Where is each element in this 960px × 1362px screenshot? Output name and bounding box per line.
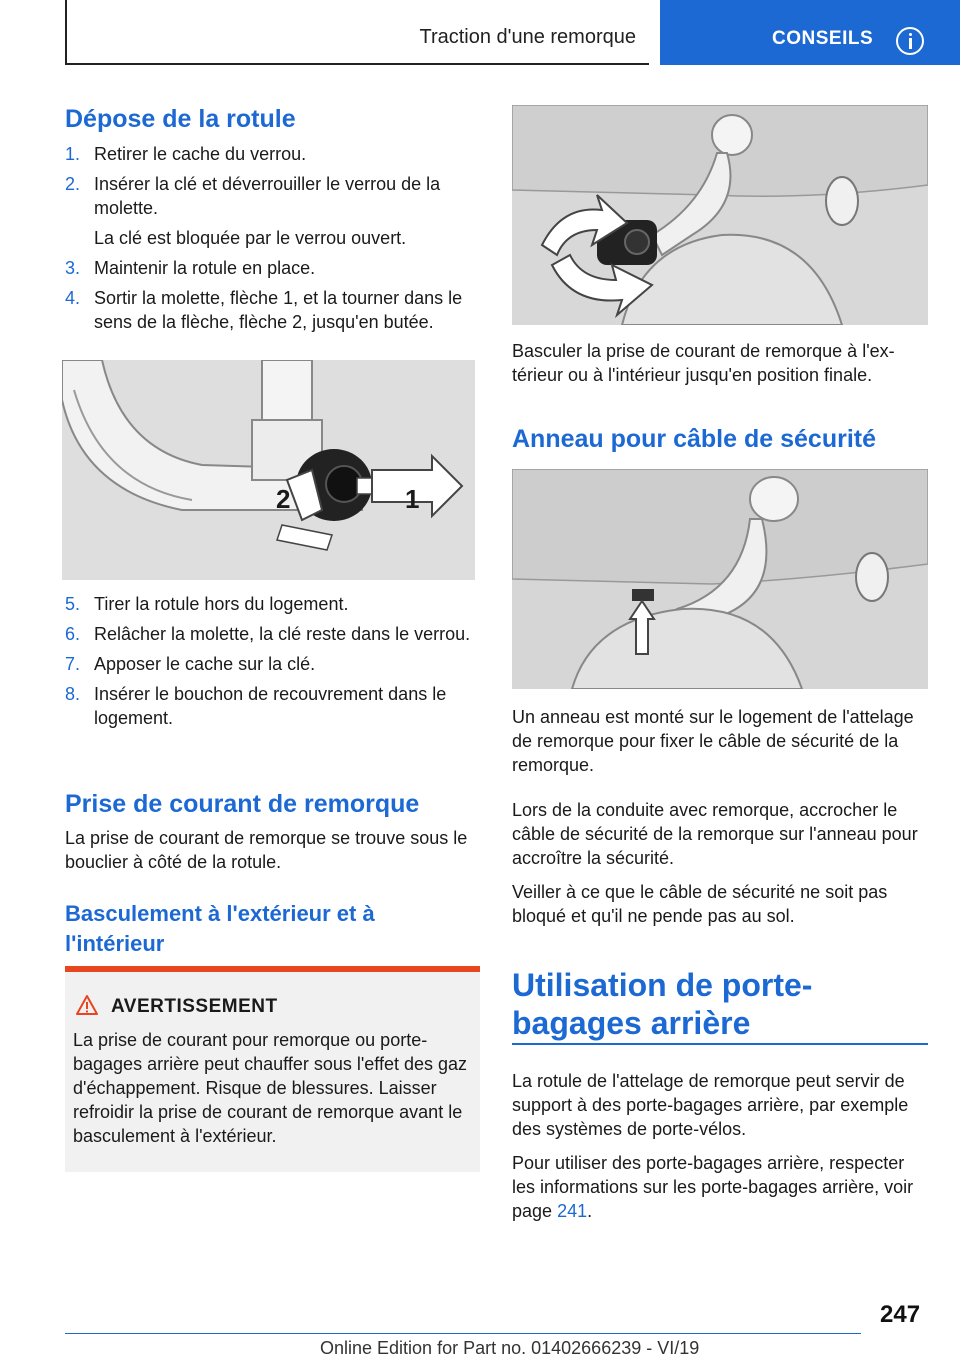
steps-list-b [65,592,480,730]
step-text: Maintenir la rotule en place. [94,258,316,278]
step-number: 1. [65,144,81,164]
steps-list-a [65,142,480,334]
paragraph-util-2-suffix: . [587,1201,593,1221]
page-link-241[interactable]: 241 [557,1201,588,1221]
warning-box [65,966,480,1172]
warning-title: AVERTISSEMENT [111,996,278,1017]
step-text: Insérer la clé et déverrouiller le verrou de la molette. [94,174,441,218]
heading-utilisation-porte-bagages: Utilisation de porte-bagages arrière [512,967,813,1041]
step-number: 4. [65,288,81,308]
paragraph-anneau-3: Veiller à ce que le câble de sécurité ne soit pas bloqué et qu'il ne pende pas au sol. [512,882,888,926]
step-number: 3. [65,258,81,278]
step-number: 2. [65,174,81,194]
step-number: 5. [65,594,81,614]
header-border-left [65,0,67,64]
header-border-bottom [65,63,649,65]
list-item [65,592,480,616]
list-item [65,172,480,250]
heading-depose-rotule: Dépose de la rotule [65,105,296,133]
paragraph-util-2-text: Pour utiliser des porte-bagages arrière, respecter les informations sur les porte-bagages arrière, voir page [512,1153,914,1221]
step-text: Tirer la rotule hors du logement. [94,594,349,614]
caption-socket-swivel: Basculer la prise de courant de remorque à l'extérieur ou à l'intérieur jusqu'en position finale. [512,341,895,385]
heading-prise-courant: Prise de courant de remorque [65,790,420,818]
list-item [65,682,480,730]
step-text: Insérer le bouchon de recouvrement dans le logement. [94,684,447,728]
towball-knob-illustration [62,360,475,580]
figure-safety-ring [512,469,928,689]
header-section-title: Traction d'une remorque [419,26,636,48]
step-number: 8. [65,684,81,704]
page-number: 247 [880,1301,921,1328]
step-number: 7. [65,654,81,674]
header-tab-conseils[interactable] [660,0,960,65]
heading-basculement: Basculement à l'extérieur et à l'intérieur [65,901,375,956]
warning-text: La prise de courant pour remorque ou porte-bagages arrière peut chauffer sous l'effet des gaz d'échappement. Risque de blessures. Laisser refroidir la prise de courant de remorque avant le basculement à l'extérieur. [73,1030,468,1146]
figure-label-1: 1 [405,484,420,514]
step-subtext: La clé est bloquée par le verrou ouvert. [94,228,407,248]
step-number: 6. [65,624,81,644]
paragraph-util-1: La rotule de l'attelage de remorque peut servir de support à des porte-bagages arrière, par exemple des systèmes de porte-vélos. [512,1071,909,1139]
figure-towball-knob [62,360,475,580]
step-text: Sortir la molette, flèche 1, et la tourner dans le sens de la flèche, flèche 2, jusqu'en butée. [94,288,463,332]
paragraph-util-2 [512,1151,928,1223]
step-text: Apposer le cache sur la clé. [94,654,316,674]
step-text: Relâcher la molette, la clé reste dans le verrou. [94,624,471,644]
figure-socket-swivel [512,105,928,325]
safety-ring-illustration [512,469,928,689]
heading-rule [512,1043,928,1045]
info-icon [896,27,924,55]
step-text: Retirer le cache du verrou. [94,144,307,164]
list-item [65,286,480,334]
paragraph-anneau-1: Un anneau est monté sur le logement de l'attelage de remorque pour fixer le câble de sécurité de la remorque. [512,707,914,775]
list-item [65,652,480,676]
paragraph-prise-courant: La prise de courant de remorque se trouve sous le bouclier à côté de la rotule. [65,828,468,872]
footer-edition: Online Edition for Part no. 01402666239 - VI/19 [320,1338,700,1358]
footer-rule [65,1333,861,1334]
warning-triangle-icon [75,994,99,1016]
socket-swivel-illustration [512,105,928,325]
figure-label-2: 2 [276,484,291,514]
heading-anneau: Anneau pour câble de sécurité [512,425,876,453]
list-item [65,142,480,166]
list-item [65,256,480,280]
list-item [65,622,480,646]
header-tab-label: CONSEILS [772,28,874,49]
paragraph-anneau-2: Lors de la conduite avec remorque, accrocher le câble de sécurité de la remorque sur l'anneau pour accroître la sécurité. [512,800,918,868]
